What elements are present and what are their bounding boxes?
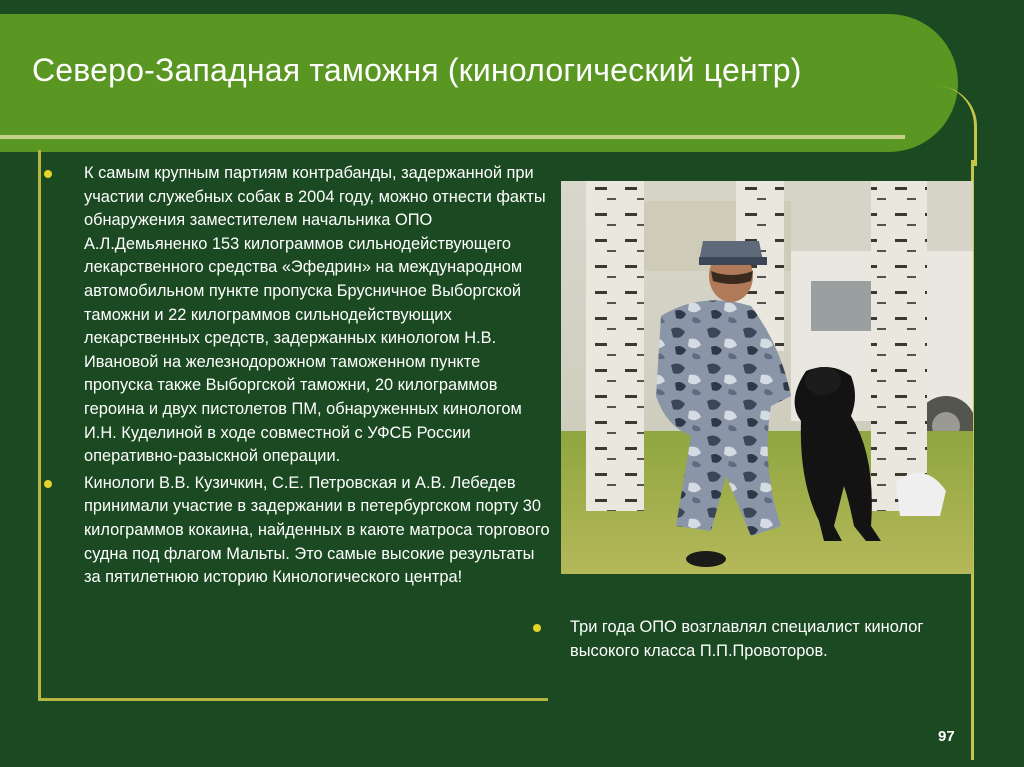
frame-bottom-line	[38, 698, 548, 701]
bullet-text: Кинологи В.В. Кузичкин, С.Е. Петровская и А.В. Лебедев принимали участие в задержании в петербургском порту 30 килограммов кокаина, найденных в каюте матроса торгового судна под флагом Мальты. Это самые высокие результаты за пятилетнюю историю Кинологического центра!	[84, 473, 550, 587]
page-number: 97	[938, 728, 955, 745]
bullet-item	[44, 472, 550, 590]
frame-left-line	[38, 150, 41, 700]
bullet-dot-icon	[44, 480, 52, 488]
bullet-list	[44, 162, 550, 593]
frame-right-curve	[930, 86, 977, 166]
bullet-item	[44, 162, 550, 469]
photo-caption: Три года ОПО возглавлял специалист кинолог высокого класса П.П.Провоторов.	[570, 618, 924, 660]
caption-bullet-icon	[533, 624, 541, 632]
bullet-dot-icon	[44, 170, 52, 178]
bullet-text: К самым крупным партиям контрабанды, задержанной при участии служебных собак в 2004 году, можно отнести факты обнаружения заместителем начальника ОПО А.Л.Демьяненко 153 килограммов сильнодействующего лекарственного средства «Эфедрин» на международном автомобильном пункте пропуска Брусничное Выборгской таможни и 22 килограммов сильнодействующих лекарственных средств, задержанных кинологом Н.В. Ивановой на железнодорожном таможенном пункте пропуска также Выборгской таможни, 20 килограммов героина и двух пистолетов ПМ, обнаруженных кинологом И.Н. Куделиной в ходе совместной с УФСБ России оперативно-разыскной операции.	[84, 164, 546, 466]
slide-title: Северо-Западная таможня (кинологический центр)	[32, 52, 802, 88]
photo-officer-with-dog	[561, 181, 973, 574]
header-underline	[0, 135, 905, 139]
